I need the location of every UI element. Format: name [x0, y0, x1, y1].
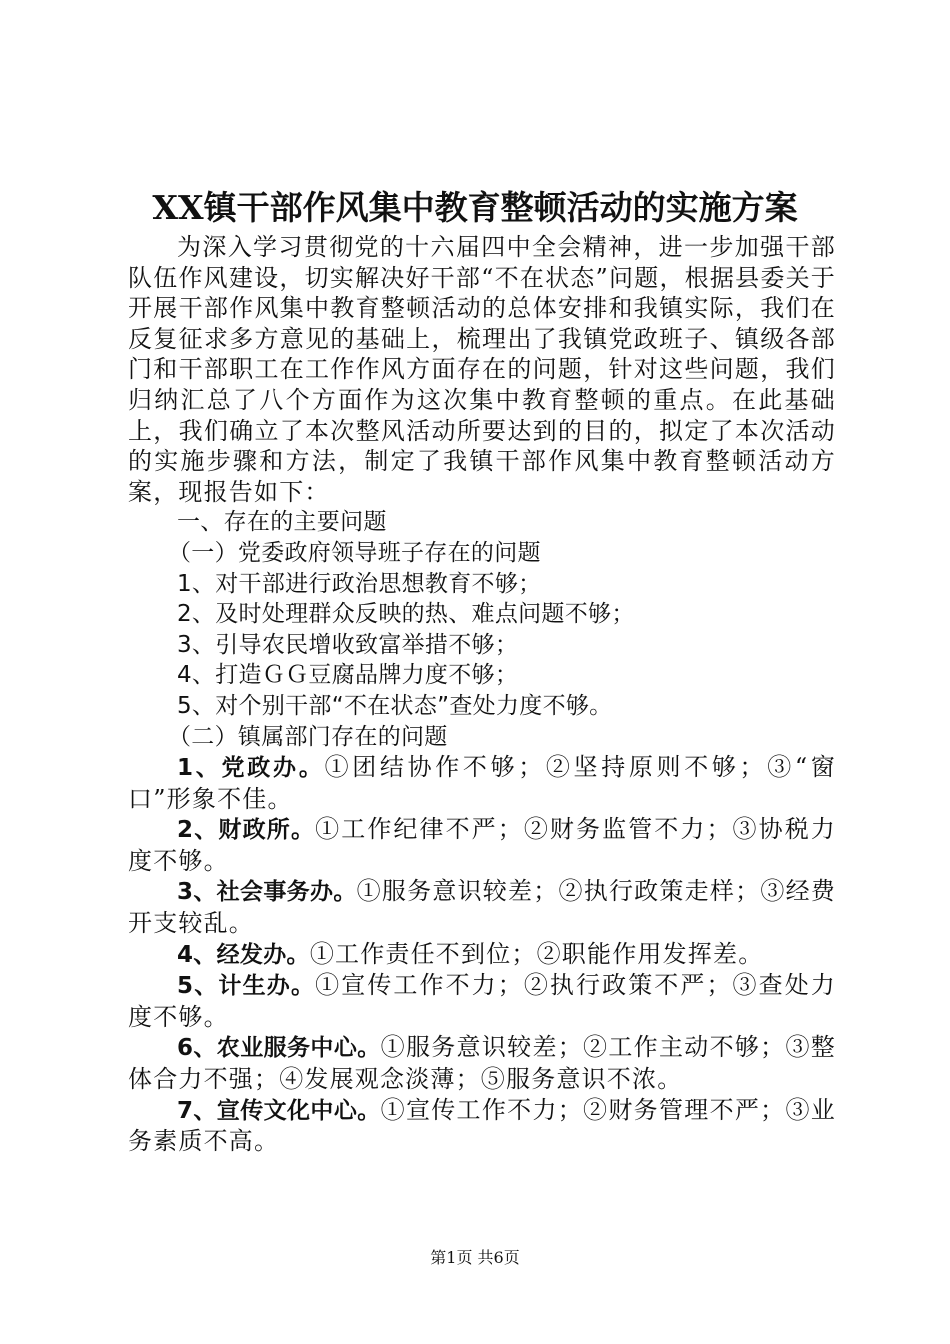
department-item — [128, 1032, 836, 1094]
document-body — [128, 232, 836, 1157]
intro-paragraph: 为深入学习贯彻党的十六届四中全会精神，进一步加强干部队伍作风建设，切实解决好干部“不在状态”问题，根据县委关于开展干部作风集中教育整顿活动的总体安排和我镇实际，我们在反复征求多方意见的基础上，梳理出了我镇党政班子、镇级各部门和干部职工在工作作风方面存在的问题，针对这些问题，我们归纳汇总了八个方面作为这次集中教育整顿的重点。在此基础上，我们确立了本次整风活动所要达到的目的，拟定了本次活动的实施步骤和方法，制定了我镇干部作风集中教育整顿活动方案，现报告如下： — [128, 233, 836, 506]
list-item: 1、对干部进行政治思想教育不够； — [177, 570, 542, 597]
department-item — [128, 814, 836, 876]
department-issues: ①宣传工作不力；②执行政策不严；③查处力度不够。 — [128, 971, 837, 1031]
subsection-heading: （一）党委政府领导班子存在的问题 — [168, 539, 541, 566]
department-label: 6、农业服务中心。 — [177, 1035, 381, 1062]
department-issues: ①服务意识较差；②工作主动不够；③整体合力不强；④发展观念淡薄；⑤服务意识不浓。 — [128, 1033, 836, 1094]
department-label: 7、宣传文化中心。 — [177, 1097, 381, 1124]
department-item — [128, 876, 836, 938]
department-label: 3、社会事务办。 — [177, 879, 357, 906]
page-footer: 第1页 共6页 — [430, 1248, 520, 1267]
department-issues: ①工作责任不到位；②职能作用发挥差。 — [309, 939, 764, 968]
department-label: 2、财政所。 — [177, 817, 316, 844]
subsection-heading: （二）镇属部门存在的问题 — [168, 723, 448, 750]
list-item: 2、及时处理群众反映的热、难点问题不够； — [177, 601, 635, 628]
department-item — [128, 1095, 836, 1157]
department-label: 4、经发办。 — [177, 941, 310, 968]
department-issues: ①工作纪律不严；②财务监管不力；③协税力度不够。 — [128, 815, 837, 875]
list-item: 3、引导农民增收致富举措不够； — [177, 631, 519, 658]
department-item — [128, 752, 836, 814]
department-label: 1、党政办。 — [177, 755, 325, 782]
department-item — [128, 939, 836, 971]
department-issues: ①团结协作不够；②坚持原则不够；③“窗口”形象不佳。 — [128, 753, 836, 813]
list-item: 5、对个别干部“不在状态”查处力度不够。 — [177, 692, 613, 719]
section-heading: 一、存在的主要问题 — [177, 509, 387, 536]
department-issues: ①宣传工作不力；②财务管理不严；③业务素质不高。 — [128, 1095, 836, 1156]
department-label: 5、计生办。 — [177, 973, 316, 1000]
list-item: 4、打造ＧＧ豆腐品牌力度不够； — [177, 662, 519, 689]
document-title: XX镇干部作风集中教育整顿活动的实施方案 — [152, 188, 798, 227]
department-item — [128, 970, 836, 1032]
department-issues: ①服务意识较差；②执行政策走样；③经费开支较乱。 — [128, 877, 836, 938]
